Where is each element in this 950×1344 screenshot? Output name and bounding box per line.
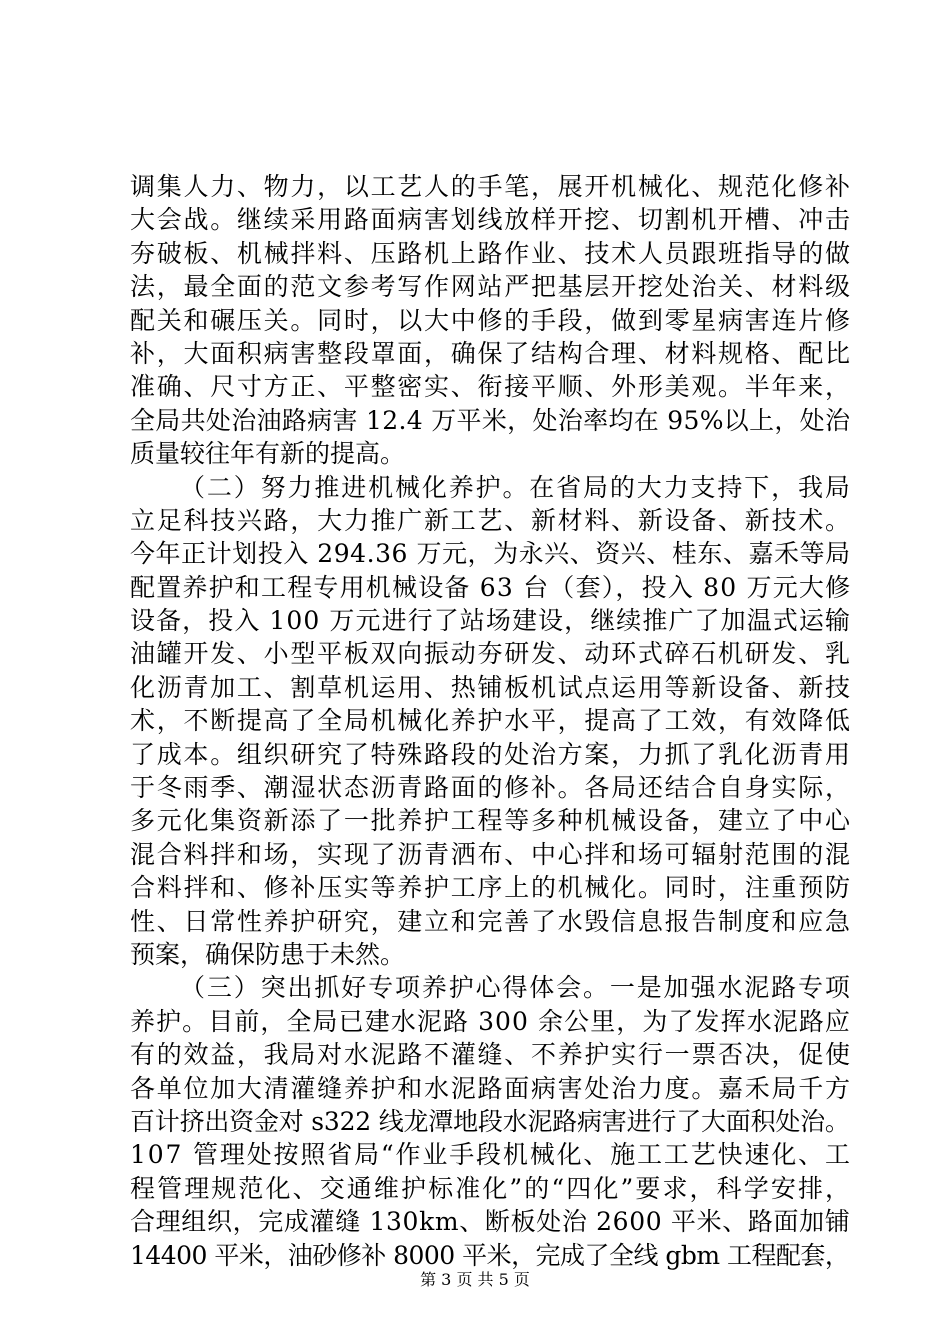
text-line: 术，不断提高了全局机械化养护水平，提高了工效，有效降低 — [130, 706, 852, 736]
text-line: 性、日常性养护研究，建立和完善了水毁信息报告制度和应急 — [130, 906, 852, 936]
text-line: 14400 平米，油砂修补 8000 平米，完成了全线 gbm 工程配套， — [130, 1240, 850, 1270]
page-footer: 第 3 页 共 5 页 — [420, 1270, 530, 1289]
text-line: 全局共处治油路病害 12.4 万平米，处治率均在 95%以上，处治 — [130, 405, 851, 435]
text-line: （二）努力推进机械化养护。在省局的大力支持下，我局 — [180, 472, 852, 502]
text-line: 立足科技兴路，大力推广新工艺、新材料、新设备、新技术。 — [130, 505, 852, 535]
text-line: 预案，确保防患于未然。 — [130, 939, 406, 969]
text-line: 法，最全面的范文参考写作网站严把基层开挖处治关、材料级 — [130, 272, 852, 302]
text-line: （三）突出抓好专项养护心得体会。一是加强水泥路专项 — [180, 973, 852, 1003]
text-line: 程管理规范化、交通维护标准化”的“四化”要求，科学安排， — [130, 1173, 853, 1203]
text-line: 油罐开发、小型平板双向振动夯研发、动环式碎石机研发、乳 — [130, 639, 852, 669]
text-line: 补，大面积病害整段罩面，确保了结构合理、材料规格、配比 — [130, 338, 852, 368]
text-line: 配置养护和工程专用机械设备 63 台（套），投入 80 万元大修 — [130, 572, 852, 602]
text-line: 设备，投入 100 万元进行了站场建设，继续推广了加温式运输 — [130, 606, 852, 636]
text-line: 于冬雨季、潮湿状态沥青路面的修补。各局还结合自身实际， — [130, 773, 852, 803]
text-line: 大会战。继续采用路面病害划线放样开挖、切割机开槽、冲击 — [130, 205, 852, 235]
text-line: 准确、尺寸方正、平整密实、衔接平顺、外形美观。半年来， — [130, 372, 852, 402]
text-line: 化沥青加工、割草机运用、热铺板机试点运用等新设备、新技 — [130, 672, 852, 702]
text-line: 合理组织，完成灌缝 130km、断板处治 2600 平米、路面加铺 — [130, 1207, 851, 1237]
text-line: 有的效益，我局对水泥路不灌缝、不养护实行一票否决，促使 — [130, 1040, 852, 1070]
text-line: 百计挤出资金对 s322 线龙潭地段水泥路病害进行了大面积处治。 — [130, 1106, 850, 1136]
text-line: 今年正计划投入 294.36 万元，为永兴、资兴、桂东、嘉禾等局 — [130, 539, 851, 569]
text-line: 养护。目前，全局已建水泥路 300 余公里，为了发挥水泥路应 — [130, 1006, 852, 1036]
text-line: 多元化集资新添了一批养护工程等多种机械设备，建立了中心 — [130, 806, 852, 836]
body-text — [130, 170, 853, 1272]
text-line: 夯破板、机械拌料、压路机上路作业、技术人员跟班指导的做 — [130, 238, 852, 268]
text-line: 合料拌和、修补压实等养护工序上的机械化。同时，注重预防 — [130, 873, 852, 903]
text-line: 配关和碾压关。同时，以大中修的手段，做到零星病害连片修 — [130, 305, 852, 335]
text-line: 质量较往年有新的提高。 — [130, 439, 406, 469]
text-line: 调集人力、物力，以工艺人的手笔，展开机械化、规范化修补 — [130, 172, 852, 201]
text-line: 107 管理处按照省局“作业手段机械化、施工工艺快速化、工 — [130, 1140, 852, 1170]
text-line: 混合料拌和场，实现了沥青洒布、中心拌和场可辐射范围的混 — [130, 839, 852, 869]
text-line: 各单位加大清灌缝养护和水泥路面病害处治力度。嘉禾局千方 — [130, 1073, 852, 1103]
text-line: 了成本。组织研究了特殊路段的处治方案，力抓了乳化沥青用 — [130, 739, 852, 769]
